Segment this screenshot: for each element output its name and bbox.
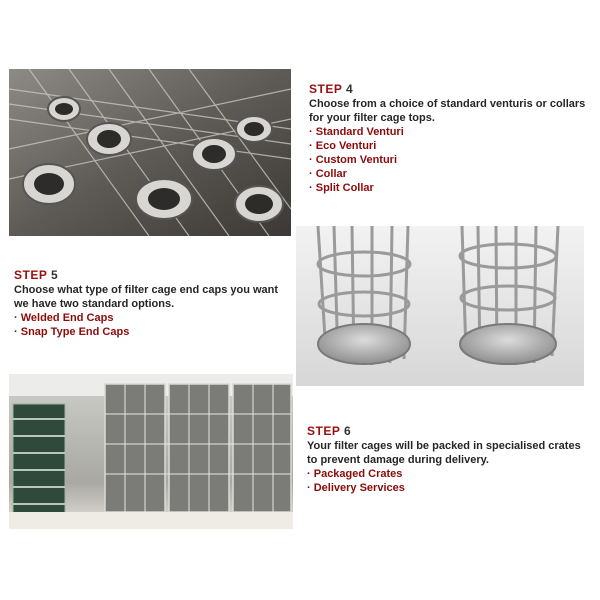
- step-5-number: 5: [50, 268, 59, 282]
- step-6-section: [307, 424, 591, 495]
- option-welded-end-caps[interactable]: · Welded End Caps: [14, 311, 288, 325]
- step-6-title: [307, 424, 591, 438]
- step-5-options: [14, 311, 288, 339]
- option-split-collar[interactable]: · Split Collar: [309, 181, 591, 195]
- warehouse-crates-photo: [9, 374, 293, 529]
- step-4-options: [309, 125, 591, 195]
- step-4-number: 4: [345, 82, 354, 96]
- step-6-number: 6: [343, 424, 352, 438]
- venturi-tops-photo: [9, 69, 291, 236]
- step-5-word: STEP: [14, 268, 48, 282]
- step-6-options: [307, 467, 591, 495]
- step-6-description: Your filter cages will be packed in specialised crates to prevent damage during delivery.: [307, 440, 581, 466]
- option-standard-venturi[interactable]: · Standard Venturi: [309, 125, 591, 139]
- step-4-section: [309, 82, 591, 195]
- option-eco-venturi[interactable]: · Eco Venturi: [309, 139, 591, 153]
- option-delivery-services[interactable]: · Delivery Services: [307, 481, 591, 495]
- option-packaged-crates[interactable]: · Packaged Crates: [307, 467, 591, 481]
- end-caps-photo: [296, 226, 584, 386]
- step-4-description: Choose from a choice of standard venturis or collars for your filter cage tops.: [309, 98, 586, 124]
- option-collar[interactable]: · Collar: [309, 167, 591, 181]
- step-4-title: [309, 82, 591, 96]
- step-5-title: [14, 268, 288, 282]
- step-6-word: STEP: [307, 424, 341, 438]
- option-snap-type-end-caps[interactable]: · Snap Type End Caps: [14, 325, 288, 339]
- option-custom-venturi[interactable]: · Custom Venturi: [309, 153, 591, 167]
- step-4-word: STEP: [309, 82, 343, 96]
- step-5-section: [14, 268, 288, 339]
- step-5-description: Choose what type of filter cage end caps you want we have two standard options.: [14, 284, 279, 310]
